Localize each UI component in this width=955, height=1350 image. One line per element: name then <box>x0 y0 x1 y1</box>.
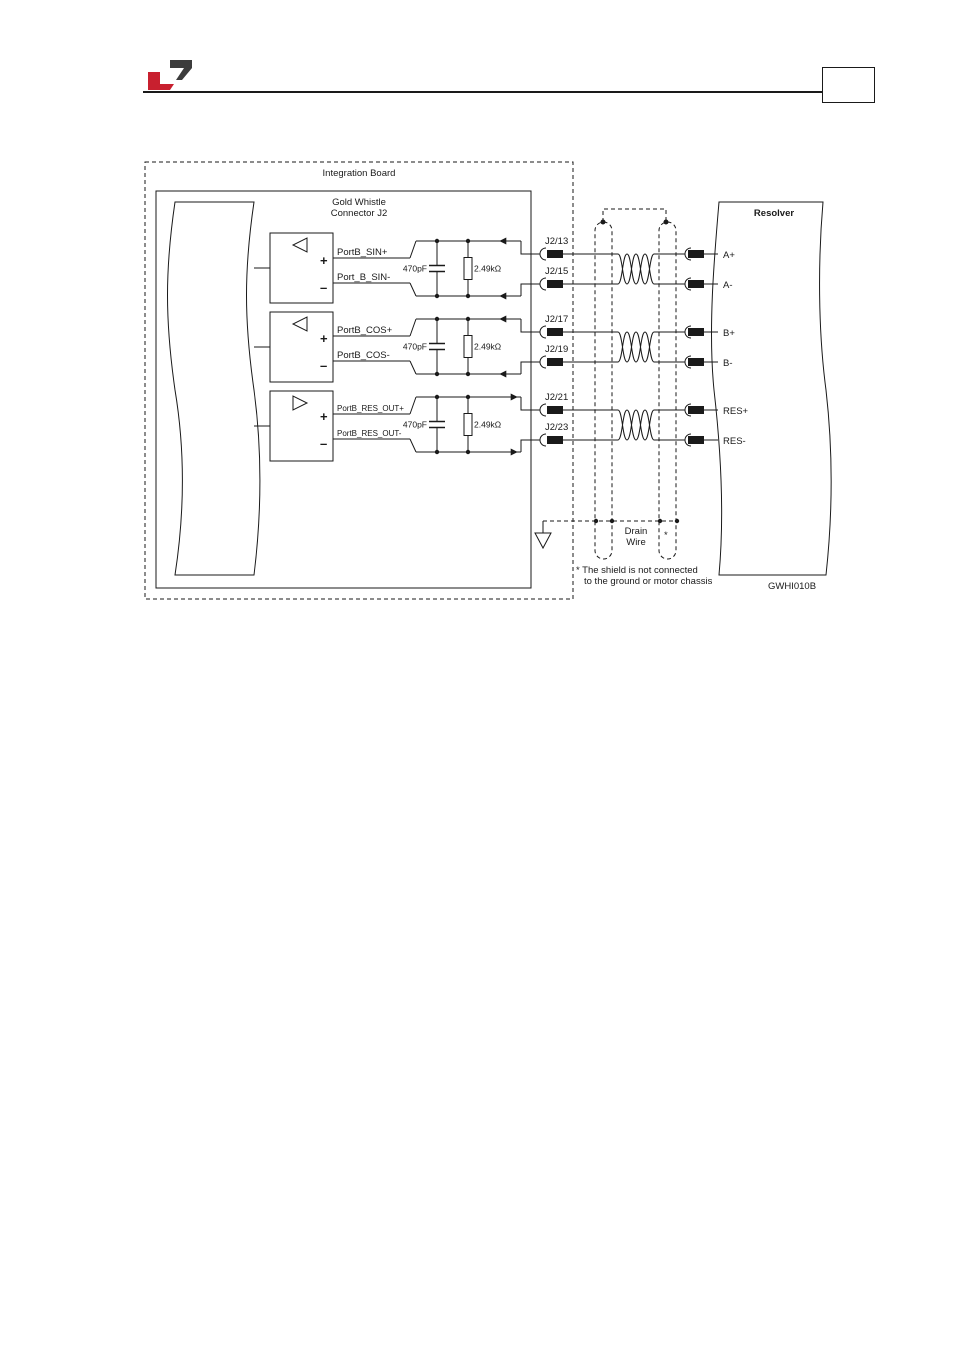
resolver-pin-plus <box>688 250 704 258</box>
footnote-line1: * The shield is not connected <box>576 565 698 576</box>
drain-junction-dot <box>675 519 679 523</box>
socket-icon <box>540 434 546 446</box>
amplifier-triangle-icon <box>293 396 307 410</box>
signal-wire-plus <box>410 397 416 414</box>
socket-icon <box>540 356 546 368</box>
signal-wire-minus <box>410 439 416 452</box>
resolver-pin-label: A- <box>723 280 733 291</box>
capacitor-value: 470pF <box>402 263 427 274</box>
drain-label-line1: Drain <box>624 526 648 537</box>
capacitor-value: 470pF <box>402 419 427 430</box>
shield-left <box>595 222 612 559</box>
twisted-pair-wire <box>618 332 654 362</box>
drain-junction-dot <box>594 519 598 523</box>
connector-title-line1: Gold Whistle <box>332 197 386 208</box>
resolver-pin-label: B+ <box>723 328 735 339</box>
plus-sign: + <box>320 409 328 424</box>
resolver-pin-plus <box>688 328 704 336</box>
resolver-pin-minus <box>688 280 704 288</box>
pin-label: J2/15 <box>545 266 569 277</box>
signal-label-minus: PortB_RES_OUT- <box>337 429 402 438</box>
resistor-value: 2.49kΩ <box>474 419 502 430</box>
connector-pin-plus <box>547 406 563 414</box>
resistor-body <box>464 258 472 280</box>
ground-icon <box>535 533 551 548</box>
minus-sign: – <box>320 358 328 373</box>
pin-label: J2/19 <box>545 344 569 355</box>
minus-sign: – <box>320 436 328 451</box>
drain-junction-dot <box>610 519 614 523</box>
resolver-label: Resolver <box>753 208 795 219</box>
connector-pin-minus <box>547 436 563 444</box>
pin-label: J2/17 <box>545 314 569 325</box>
connector-title-line2: Connector J2 <box>330 208 388 219</box>
signal-wire-plus <box>410 319 416 336</box>
amplifier-triangle-icon <box>293 317 307 331</box>
signal-label-minus: Port_B_SIN- <box>337 272 391 283</box>
resistor-body <box>464 336 472 358</box>
signal-label-plus: PortB_RES_OUT+ <box>337 404 404 413</box>
plus-sign: + <box>320 331 328 346</box>
signal-label-plus: PortB_SIN+ <box>337 247 388 258</box>
socket-icon <box>540 404 546 416</box>
signal-wire-plus <box>410 241 416 258</box>
resolver-pin-minus <box>688 358 704 366</box>
twisted-pair-wire <box>618 254 654 284</box>
resistor-body <box>464 414 472 436</box>
footnote-line2: to the ground or motor chassis <box>584 576 713 587</box>
amplifier-triangle-icon <box>293 238 307 252</box>
resolver-pin-label: A+ <box>723 250 735 261</box>
resolver-pin-label: B- <box>723 358 733 369</box>
resistor-value: 2.49kΩ <box>474 263 502 274</box>
integration-board-label: Integration Board <box>322 168 396 179</box>
drain-label-line2: Wire <box>626 537 646 548</box>
amplifier-stages <box>254 233 749 461</box>
signal-label-minus: PortB_COS- <box>337 350 390 361</box>
pin-label: J2/13 <box>545 236 569 247</box>
socket-icon <box>540 326 546 338</box>
pin-label: J2/21 <box>545 392 569 403</box>
shield-junction-dot <box>664 220 669 225</box>
socket-icon <box>540 248 546 260</box>
minus-sign: – <box>320 280 328 295</box>
connector-pin-plus <box>547 328 563 336</box>
connector-pin-plus <box>547 250 563 258</box>
twisted-pair-wire <box>618 254 654 284</box>
signal-label-plus: PortB_COS+ <box>337 325 393 336</box>
shield-bridge <box>603 209 666 222</box>
capacitor-value: 470pF <box>402 341 427 352</box>
plus-sign: + <box>320 253 328 268</box>
twisted-pair-wire <box>618 410 654 440</box>
resolver-pin-label: RES+ <box>723 406 749 417</box>
figure-id: GWHI010B <box>768 581 817 592</box>
twisted-pair-wire <box>618 332 654 362</box>
shield-junction-dot <box>601 220 606 225</box>
pin-label: J2/23 <box>545 422 569 433</box>
resistor-value: 2.49kΩ <box>474 341 502 352</box>
connector-pin-minus <box>547 280 563 288</box>
socket-icon <box>540 278 546 290</box>
drain-junction-dot <box>658 519 662 523</box>
signal-wire-minus <box>410 361 416 374</box>
resolver-pin-minus <box>688 436 704 444</box>
shield-right <box>659 222 676 559</box>
signal-wire-minus <box>410 283 416 296</box>
connector-pin-minus <box>547 358 563 366</box>
shield-asterisk: * <box>664 530 668 541</box>
resolver-pin-label: RES- <box>723 436 746 447</box>
drive-block-shape <box>168 202 261 575</box>
twisted-pair-wire <box>618 410 654 440</box>
integration-board-outline <box>145 162 573 599</box>
resolver-pin-plus <box>688 406 704 414</box>
